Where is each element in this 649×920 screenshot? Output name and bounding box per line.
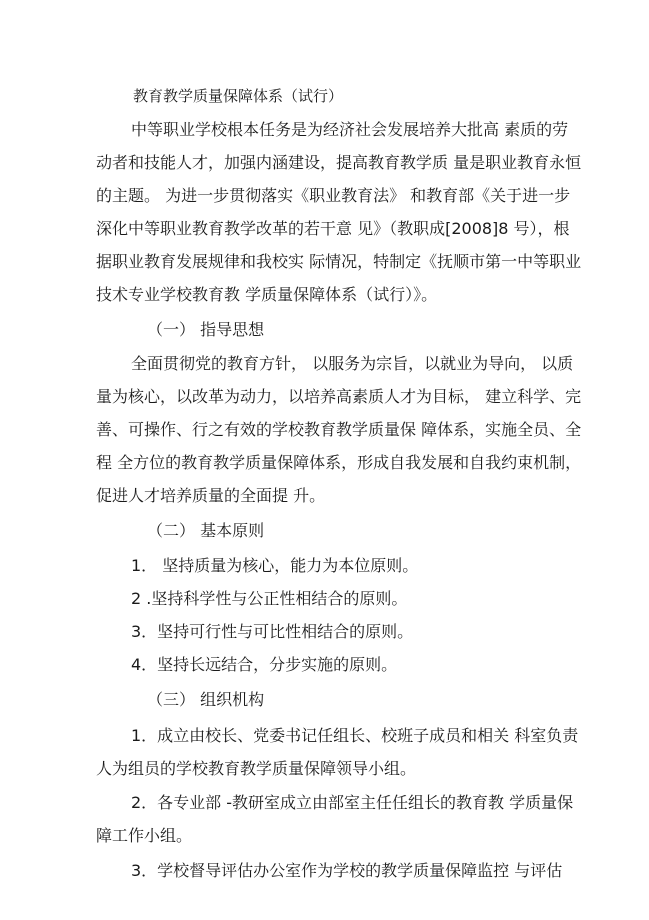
section-heading-organization: （三） 组织机构 [147, 690, 265, 709]
principle-item: 4．坚持长远结合，分步实施的原则。 [131, 655, 398, 674]
intro-line: 深化中等职业教育教学改革的若干意 见》（教职成[2008]8 号），根 [96, 219, 570, 238]
section1-line: 促进人才培养质量的全面提 升。 [96, 486, 326, 505]
section3-line: 人为组员的学校教育教学质量保障领导小组。 [96, 759, 417, 778]
section3-line: 1．成立由校长、党委书记任组长、校班子成员和相关 科室负责 [131, 726, 579, 745]
section1-line: 量为核心，以改革为动力，以培养高素质人才为目标， 建立科学、完 [96, 387, 582, 406]
section3-line: 3．学校督导评估办公室作为学校的教学质量保障监控 与评估 [131, 861, 563, 880]
intro-line: 的主题。 为进一步贯彻落实《职业教育法》 和教育部《关于进一步 [96, 186, 571, 205]
intro-line: 据职业教育发展规律和我校实 际情况，特制定《抚顺市第一中等职业 [96, 252, 582, 271]
section1-line: 全面贯彻党的教育方针， 以服务为宗旨，以就业为导向， 以质 [131, 354, 574, 373]
section3-line: 2．各专业部 -教研室成立由部室主任任组长的教育教 学质量保 [131, 793, 574, 812]
principle-item: 1． 坚持质量为核心，能力为本位原则。 [131, 556, 419, 575]
intro-line: 技术专业学校教育教 学质量保障体系（试行）》。 [96, 285, 438, 304]
section-heading-guiding-thought: （一） 指导思想 [147, 320, 265, 339]
section-heading-basic-principles: （二） 基本原则 [147, 521, 265, 540]
intro-line: 中等职业学校根本任务是为经济社会发展培养大批高 素质的劳 [131, 120, 569, 139]
section1-line: 程 全方位的教育教学质量保障体系，形成自我发展和自我约束机制， [96, 453, 582, 472]
section3-line: 障工作小组。 [96, 826, 193, 845]
intro-line: 动者和技能人才，加强内涵建设，提高教育教学质 量是职业教育永恒 [96, 153, 582, 172]
principle-item: 2 .坚持科学性与公正性相结合的原则。 [131, 589, 408, 608]
principle-item: 3．坚持可行性与可比性相结合的原则。 [131, 622, 414, 641]
section1-line: 善、可操作、行之有效的学校教育教学质量保 障体系，实施全员、全 [96, 420, 582, 439]
document-title: 教育教学质量保障体系（试行） [133, 87, 344, 105]
